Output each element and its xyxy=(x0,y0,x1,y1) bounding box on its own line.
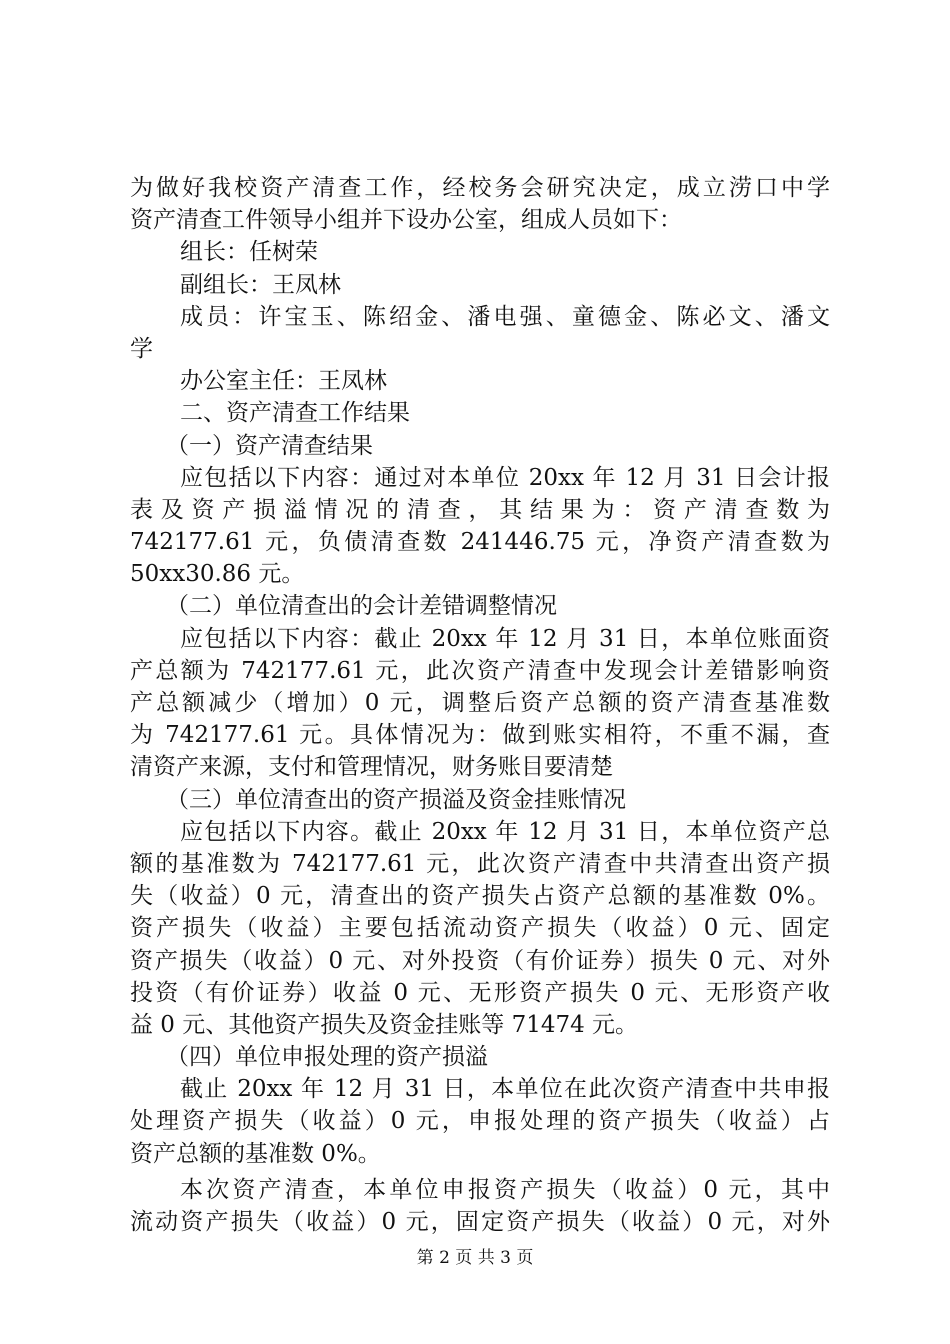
text-line: 为做好我校资产清查工作，经校务会研究决定，成立涝口中学 xyxy=(130,175,830,201)
text-line: 应包括以下内容。截止 20xx 年 12 月 31 日，本单位资产总 xyxy=(180,818,830,845)
document-body xyxy=(130,172,830,1238)
text-line: 为 742177.61 元。具体情况为：做到账实相符，不重不漏，查 xyxy=(130,722,830,749)
page-footer: 第 2 页 共 3 页 xyxy=(416,1248,534,1268)
text-line: 应包括以下内容：截止 20xx 年 12 月 31 日，本单位账面资 xyxy=(180,625,830,652)
text-line: （三）单位清查出的资产损溢及资金挂账情况 xyxy=(166,786,626,813)
text-line: 流动资产损失（收益）0 元，固定资产损失（收益）0 元，对外 xyxy=(130,1209,830,1235)
text-line: 本次资产清查，本单位申报资产损失（收益）0 元，其中 xyxy=(180,1176,830,1203)
text-line: 额的基准数为 742177.61 元，此次资产清查中共清查出资产损 xyxy=(130,850,830,877)
text-line: 处理资产损失（收益）0 元，申报处理的资产损失（收益）占 xyxy=(130,1108,830,1135)
text-line: 产总额为 742177.61 元，此次资产清查中发现会计差错影响资 xyxy=(130,657,830,684)
text-line: 742177.61 元，负债清查数 241446.75 元，净资产清查数为 xyxy=(130,529,830,556)
text-line: 清资产来源，支付和管理情况，财务账目要清楚 xyxy=(130,754,613,781)
text-line: 失（收益）0 元，清查出的资产损失占资产总额的基准数 0%。 xyxy=(130,883,830,910)
text-line: 益 0 元、其他资产损失及资金挂账等 71474 元。 xyxy=(130,1011,639,1038)
text-line: 应包括以下内容：通过对本单位 20xx 年 12 月 31 日会计报 xyxy=(180,464,830,491)
text-line: 组长：任树荣 xyxy=(180,239,318,266)
text-line: 办公室主任：王凤林 xyxy=(180,368,387,395)
text-line: 资产损失（收益）0 元、对外投资（有价证券）损失 0 元、对外 xyxy=(130,947,830,974)
text-line: 资产总额的基准数 0%。 xyxy=(130,1140,381,1167)
text-line: （四）单位申报处理的资产损溢 xyxy=(166,1044,488,1071)
text-line: 50xx30.86 元。 xyxy=(130,561,305,588)
text-line: 截止 20xx 年 12 月 31 日，本单位在此次资产清查中共申报 xyxy=(180,1076,830,1103)
text-line: 副组长：王凤林 xyxy=(180,271,341,298)
text-line: （一）资产清查结果 xyxy=(166,432,373,459)
text-line: 成员：许宝玉、陈绍金、潘电强、童德金、陈必文、潘文 xyxy=(180,303,830,330)
text-line: 资产损失（收益）主要包括流动资产损失（收益）0 元、固定 xyxy=(130,915,830,942)
text-line: 二、资产清查工作结果 xyxy=(180,400,410,427)
text-line: 投资（有价证券）收益 0 元、无形资产损失 0 元、无形资产收 xyxy=(130,979,830,1006)
text-line: 产总额减少（增加）0 元，调整后资产总额的资产清查基准数 xyxy=(130,690,830,716)
text-line: 资产清查工件领导小组并下设办公室，组成人员如下： xyxy=(130,207,682,234)
text-line: 表及资产损溢情况的清查，其结果为：资产清查数为 xyxy=(130,496,830,523)
text-line: （二）单位清查出的会计差错调整情况 xyxy=(166,593,557,620)
text-line: 学 xyxy=(130,335,153,362)
